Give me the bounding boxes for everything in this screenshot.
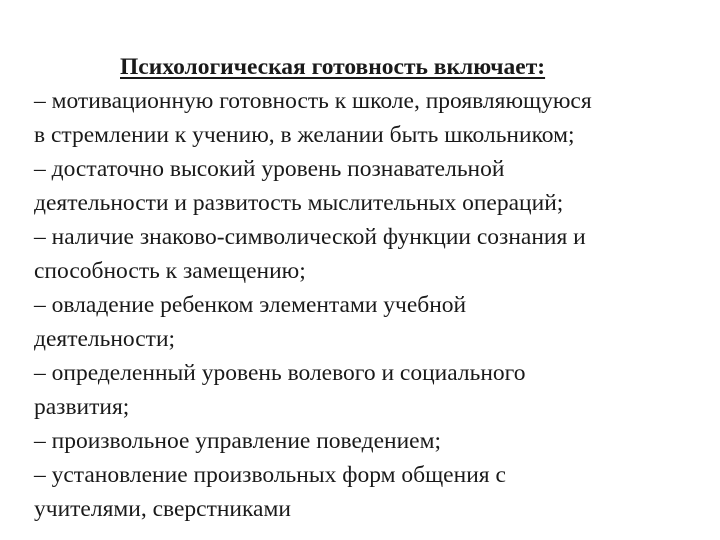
text-line: – достаточно высокий уровень познавательной (34, 156, 505, 182)
text-line: – определенный уровень волевого и социального (34, 360, 526, 386)
text-line: – наличие знаково-символической функции сознания и (34, 224, 586, 250)
text-line: деятельности; (34, 326, 176, 352)
text-line: – овладение ребенком элементами учебной (34, 292, 467, 318)
slide-content (34, 50, 714, 526)
text-line: в стремлении к учению, в желании быть школьником; (34, 122, 575, 148)
slide-title: Психологическая готовность включает: (120, 54, 546, 80)
text-line: – произвольное управление поведением; (34, 428, 441, 454)
text-line: – установление произвольных форм общения с (34, 462, 506, 488)
text-line: учителями, сверстниками (34, 496, 291, 522)
text-line: деятельности и развитость мыслительных операций; (34, 190, 564, 216)
text-line: развития; (34, 394, 130, 420)
text-line: способность к замещению; (34, 258, 306, 284)
text-line: – мотивационную готовность к школе, проявляющуюся (34, 88, 592, 114)
